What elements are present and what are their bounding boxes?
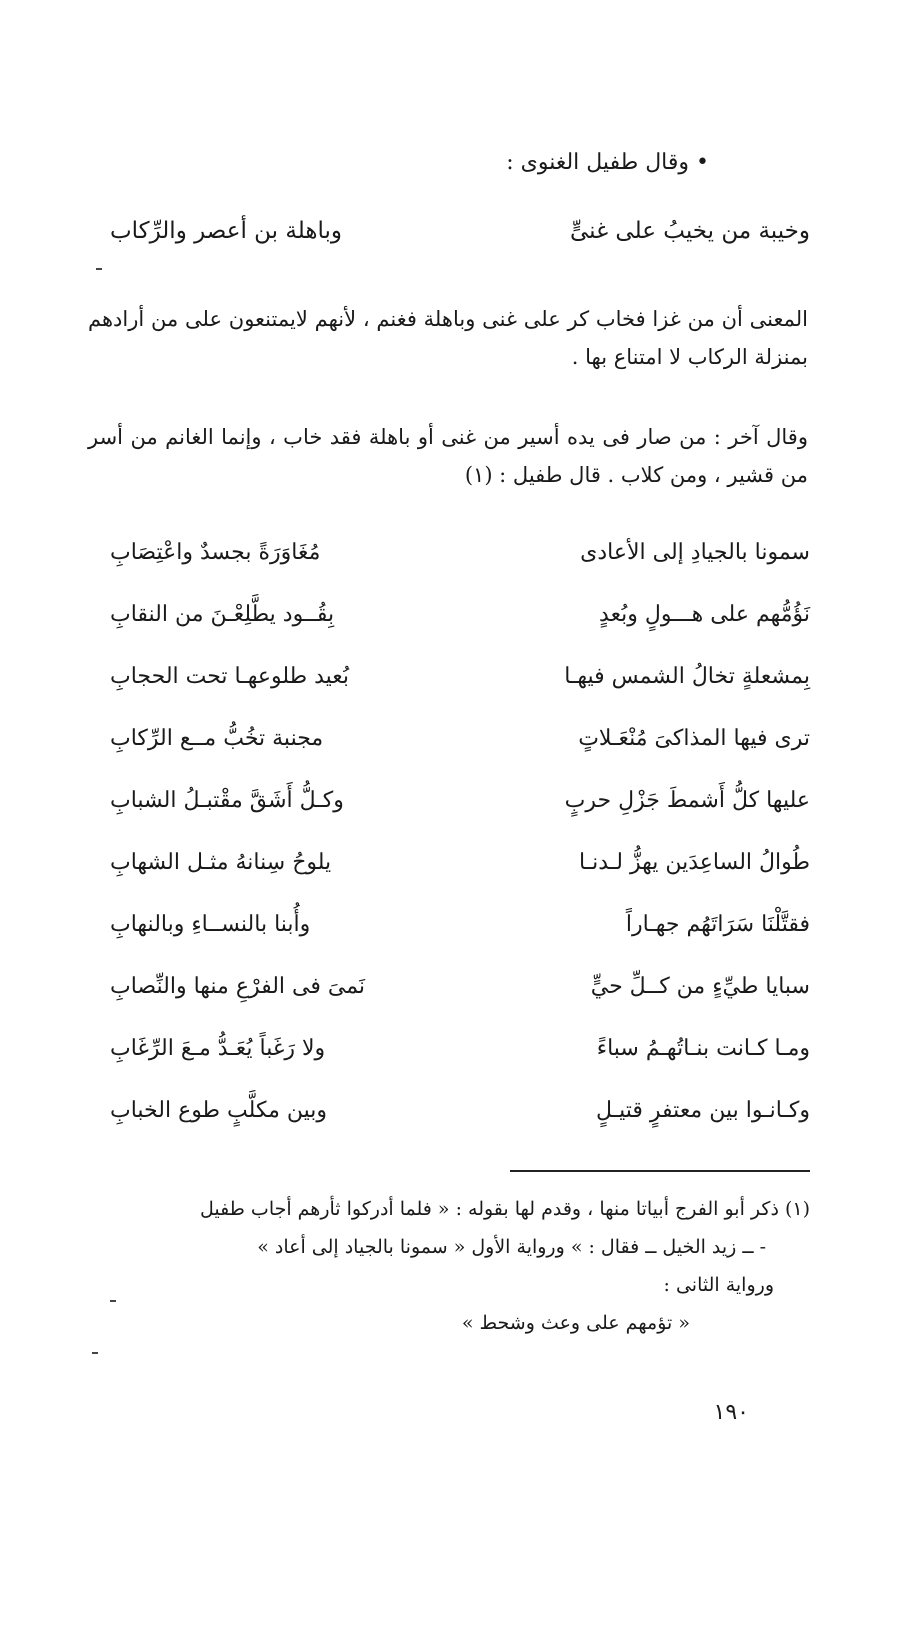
poem-verse [110,974,810,1036]
footnote-line: « تؤمهم على وعث وشحط » [461,1312,690,1334]
poem-verse [110,1036,810,1098]
verse-second-hemistich: وبين مكلَّبٍ طوع الخبابِ [110,1098,328,1123]
poem-verse [110,664,810,726]
verse-second-hemistich: نَمىَ فى الفرْعِ منها والنِّصابِ [110,974,366,999]
verse-second-hemistich: مجنبة تخُبُّ مــع الرِّكابِ [110,726,324,751]
poem [110,540,810,1160]
poem-verse [110,540,810,602]
verse-second-hemistich: بُعيد طلوعهـا تحت الحجابِ [110,664,350,689]
footnotes [95,1190,810,1342]
narration-paragraph: وقال آخر : من صار فى يده أسير من غنى أو باهلة فقد خاب ، وإنما الغانم من أسر من قشير ، ومن كلاب . قال طفيل : (١) [88,425,808,487]
verse-first-hemistich: فقتَّلْنَا سَرَاتَهُم جهـاراً [625,912,810,937]
scan-speck [92,1352,98,1354]
verse-first-hemistich: طُوالُ الساعِدَين يهزُّ لـدنـا [578,850,810,875]
verse-second-hemistich: وأُبنا بالنســاءِ وبالنهابِ [110,912,311,937]
verse-second-hemistich: ولا رَغَباً يُعَـدُّ مـعَ الرِّغَابِ [110,1036,326,1061]
footnote-line: (١) ذكر أبو الفرج أبياتا منها ، وقدم لها بقوله : « فلما أدركوا ثأرهم أجاب طفيل [200,1198,810,1220]
footnote-line: ورواية الثانى : [663,1274,774,1296]
poem-verse [110,1098,810,1160]
verse-second-hemistich: وكـلُّ أَشَقَّ مقْتبـلُ الشبابِ [110,788,344,813]
scan-speck [110,1300,116,1302]
poem-verse [110,912,810,974]
verse-first-hemistich: نَؤُمُّهم على هـــولٍ وبُعدٍ [599,602,810,627]
verse-first-hemistich: بِمشعلةٍ تخالُ الشمس فيهـا [564,664,810,689]
commentary-paragraph: المعنى أن من غزا فخاب كر على غنى وباهلة فغنم ، لأنهم لايمتنعون على من أرادهم بمنزلة الركاب لا امتناع بها . [88,307,808,369]
page-number: ١٩٠ [713,1400,749,1425]
verse-second-hemistich: بِقُــود يطَّلِعْـنَ من النقابِ [110,602,335,627]
poem-verse [110,602,810,664]
poem-verse [110,726,810,788]
verse-first-hemistich: سبايا طيِّءٍ من كــلِّ حيٍّ [590,974,810,999]
verse-first-hemistich: سمونا بالجيادِ إلى الأعادى [580,540,810,565]
poem-verse [110,850,810,912]
verse-second-hemistich: يلوحُ سِنانهُ مثـل الشهابِ [110,850,332,875]
verse-second-hemistich: وباهلة بن أعصر والرِّكاب [110,218,342,244]
verse-second-hemistich: مُغَاوَرَةً بجسدٌ واعْتِصَابِ [110,540,321,565]
verse-first-hemistich: وكـانـوا بين معتفرٍ قتيـلٍ [596,1098,810,1123]
verse-first-hemistich: ترى فيها المذاكىَ مُنْعَـلاتٍ [578,726,810,751]
footnote-divider [510,1170,810,1172]
poem-verse [110,788,810,850]
verse-first-hemistich: ومـا كـانت بنـاتُهـمُ سباءً [596,1036,810,1061]
footnote-line: - ــ زيد الخيل ــ فقال : » ورواية الأول « سمونا بالجياد إلى أعاد » [257,1236,766,1258]
verse-first-hemistich: عليها كلُّ أَشمطَ جَزْلِ حربٍ [564,788,810,813]
scan-speck [96,268,102,270]
verse-first-hemistich: وخيبة من يخيبُ على غنىٍّ [569,218,810,244]
intro-line: • وقال طفيل الغنوى : [506,150,709,175]
single-verse [110,218,810,258]
